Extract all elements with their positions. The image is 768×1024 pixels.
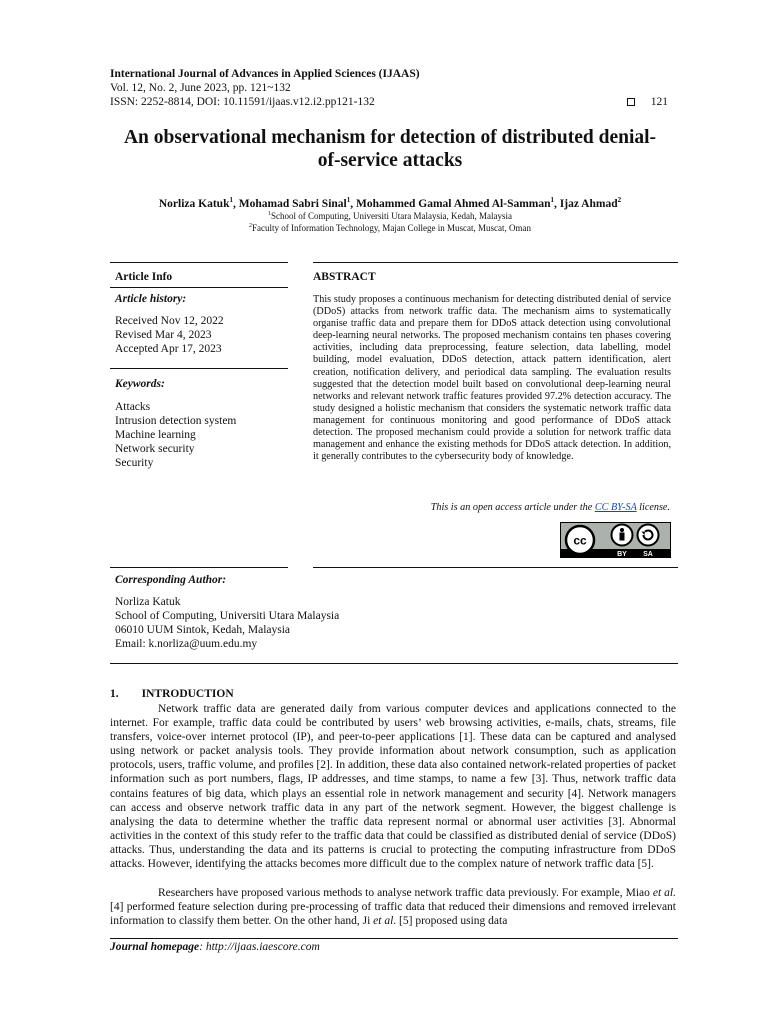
history-revised: Revised Mar 4, 2023 [115,329,212,341]
cc-by-sa-badge[interactable] [560,522,671,558]
title-line-2: of-service attacks [317,150,463,171]
para2-text-c: . [5] proposed using data [393,915,508,928]
corresponding-author-details [115,595,339,651]
corresponding-author-heading: Corresponding Author: [115,574,227,586]
page-number: 121 [650,96,668,108]
para2-etal-2: et al [373,915,394,928]
cc-by-sa-link[interactable]: CC BY-SA [594,502,637,513]
affiliation-2 [100,223,680,233]
author-affil-sup: 1 [229,196,233,204]
abstract-bottom-rule [313,567,678,568]
affiliation-sup: 2 [248,223,252,229]
para2-etal-1: et al. [652,887,676,899]
abstract-top-rule [313,262,678,263]
keywords-heading: Keywords: [115,378,165,390]
square-bullet-icon [627,98,635,106]
article-history-list [115,314,224,356]
homepage-url[interactable]: : http://ijaas.iaescore.com [199,941,320,953]
volume-line: Vol. 12, No. 2, June 2023, pp. 121~132 [110,82,291,94]
affiliation-sup: 1 [268,211,272,217]
history-received: Received Nov 12, 2022 [115,315,224,327]
article-info-top-rule [110,262,288,263]
affiliation-1 [100,211,680,221]
keyword-item: Network security [115,443,195,455]
author-name: Ijaz Ahmad [559,197,618,210]
homepage-label: Journal homepage [110,941,200,953]
article-info-divider [110,287,288,288]
paper-title [100,126,680,172]
corresponding-bottom-rule [110,663,678,664]
author-affil-sup: 1 [550,196,555,204]
para2-text-a: Researchers have proposed various methods to analyse network traffic data previously. For example, Miao [158,887,653,899]
keyword-item: Attacks [115,401,151,413]
corresponding-address: 06010 UUM Sintok, Kedah, Malaysia [115,624,291,636]
article-info-bottom-rule [110,567,288,568]
article-history-heading: Article history: [115,293,187,305]
keywords-list [115,400,236,470]
corresponding-email: Email: k.norliza@uum.edu.my [115,638,258,650]
author-affil-sup: 2 [617,196,622,204]
badge-sa-label: SA [643,551,653,558]
footer-rule [110,938,678,939]
author-name: Mohammed Gamal Ahmed Al-Samman [355,197,551,210]
svg-text:cc: cc [573,533,587,548]
author-list: Norliza Katuk$^1$, Mohamad Sabri Sinal$^1$, Mohammed Gamal Ahmed Al-Samman$^1$, Ijaz Ahmad$^2$ [158,196,622,210]
journal-name: International Journal of Advances in Applied Sciences (IJAAS) [110,68,420,80]
author-name: Norliza Katuk [158,197,230,210]
keyword-item: Security [115,457,154,469]
page-marker [627,96,668,108]
keyword-item: Intrusion detection system [115,415,237,427]
corresponding-name: Norliza Katuk [115,596,181,608]
affiliation-text: Faculty of Information Technology, Majan College in Muscat, Muscat, Oman [251,223,532,233]
license-note [431,502,670,513]
badge-by-label: BY [617,551,627,558]
author-name: Mohamad Sabri Sinal [238,197,347,210]
intro-paragraph-1: Network traffic data are generated daily from various computer devices and applications connected to the internet. For example, traffic data could be contributed by users’ web browsing activities, e-mails, chats, streams, file transfers, voice-over internet protocol (IP), and peer-to-peer applications [1]. These data can be captured and analysed using network or packet analysis tools. They provide information about network consumption, such as application protocols, users, traffic volume, and profiles [2]. In addition, these data also contained network-related properties of packet information such as port numbers, flags, IP addresses, and time stamps, to name a few [3]. Thus, network traffic data contains features of big data, which plays an essential role in network management and security [4]. Network managers can access and observe network traffic data in any part of the network segment. However, the biggest challenge is analysing the data to determine whether the traffic data represent normal or abnormal user activities [3]. Abnormal activities in the context of this study refer to the traffic data that could be classified as distributed denial of service (DDoS) attacks. Thus, understanding the data and its patterns is crucial to protecting the computing infrastructure from DDoS attacks. However, identifying the attacks becomes more difficult due to the complex nature of network traffic data [5]. [110,703,676,871]
corresponding-school: School of Computing, Universiti Utara Malaysia [115,610,340,622]
section-heading-introduction: 1. INTRODUCTION [110,688,234,700]
keyword-item: Machine learning [115,429,196,441]
license-prefix: This is an open access article under the [430,502,595,513]
abstract-text: This study proposes a continuous mechanism for detecting distributed denial of service (DDoS) attacks from network traffic data. The mechanism aims to systematically organise traffic data and prepare them for DDoS attack detection using convolutional deep-learning neural networks. The proposed mechanism contains ten phases covering activities, including data preprocessing, feature selection, data labelling, model building, model evaluation, DDoS detection, attack pattern identification, alert creation, notification delivery, and periodical data sampling. The evaluation results suggested that the detection model built based on convolutional deep-learning neural networks and relevant network traffic features provided 97.2% detection accuracy. The study designed a holistic mechanism that considers the systematic network traffic data management for continuous monitoring and good performance of DDoS attack detection. The proposed mechanism could provide a solution for network traffic data management and enhance the existing methods for DDoS attack detection. In addition, it generally contributes to the cybersecurity body of knowledge. [313,294,671,463]
affiliation-text: School of Computing, Universiti Utara Malaysia, Kedah, Malaysia [271,211,512,221]
title-line-1: An observational mechanism for detection of distributed denial- [123,127,657,148]
issn-doi-line: ISSN: 2252-8814, DOI: 10.11591/ijaas.v12.i2.pp121-132 [110,96,375,108]
intro-paragraph-2 [110,886,676,928]
cc-license-icon [560,522,671,558]
history-accepted: Accepted Apr 17, 2023 [115,343,222,355]
license-suffix: license. [636,502,670,513]
journal-homepage [110,941,320,953]
article-info-heading: Article Info [115,271,173,283]
history-divider [110,368,288,369]
abstract-heading: ABSTRACT [313,271,376,283]
para2-text-b: [4] performed feature selection during pre-processing of traffic data that reduced their dimensions and removed irrelevant information to classify them better. On the other hand, Ji [110,901,676,928]
author-affil-sup: 1 [346,196,351,204]
